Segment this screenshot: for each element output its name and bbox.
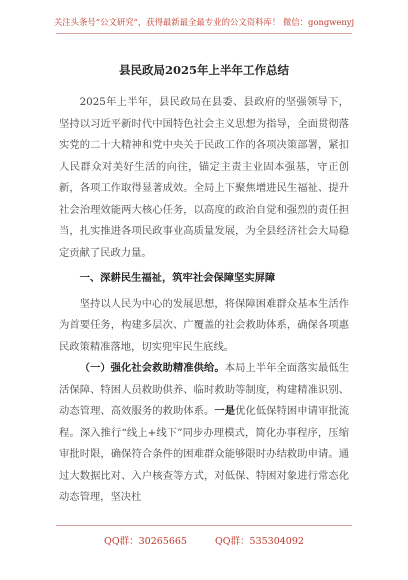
intro-paragraph: 2025年上半年，县民政局在县委、县政府的坚强领导下，坚持以习近平新时代中国特色社会主义思想为指导，全面贯彻落实党的二十大精神和党中央关于民政工作的各项决策部署，紧扣人民群众对美好生活的向往，锚定主责主业固本强基，守正创新，各项工作取得显著成效。全局上下聚焦增进民生福祉、提升社会治理效能两大核心任务，以高度的政治自觉和强烈的责任担当，扎实推进各项民政事业高质量发展，为全县经济社会大局稳定贡献了民政力量。: [59, 96, 349, 259]
subsection-1-first-point: 一是: [214, 405, 236, 417]
header-note: 关注头条号“公文研究”，获得最新最全最专业的公文资料库！ 微信：gongwenyj: [53, 17, 355, 27]
footer: [0, 533, 408, 547]
footer-qq-group-1: QQ群：30265665: [104, 536, 187, 547]
footer-divider: [56, 525, 352, 526]
section-heading-1: 一、深耕民生福祉，筑牢社会保障坚实屏障: [79, 272, 276, 284]
section-1-paragraph: 坚持以人民为中心的发展思想，将保障困难群众基本生活作为首要任务，构建多层次、广覆盖的社会救助体系，确保各项惠民政策精准落地，切实兜牢民生底线。: [59, 297, 349, 353]
subsection-heading-1: （一）强化社会救助精准供给。: [79, 362, 225, 374]
document-title: 县民政局2025年上半年工作总结: [118, 63, 289, 77]
subsection-1-text-a: 本局上半年全面落实最低生活保障、特困人员救助供养、临时救助等制度，构建精准识别、动态管理、高效服务的救助体系。: [59, 362, 350, 417]
subsection-1-text-c: 优化低保特困申请审批流程。深入推行“线上+线下”同步办理模式，简化办事程序，压缩审批时限，确保符合条件的困难群众能够限时办结救助申请。通过大数据比对、入户核查等方式，对低保、特困对象进行常态化动态管理，坚决杜: [59, 405, 349, 503]
footer-qq-group-2: QQ群：535304092: [214, 536, 304, 547]
header-divider: [56, 33, 352, 34]
subsection-1-paragraph: [59, 358, 349, 509]
document-body: [59, 92, 349, 509]
